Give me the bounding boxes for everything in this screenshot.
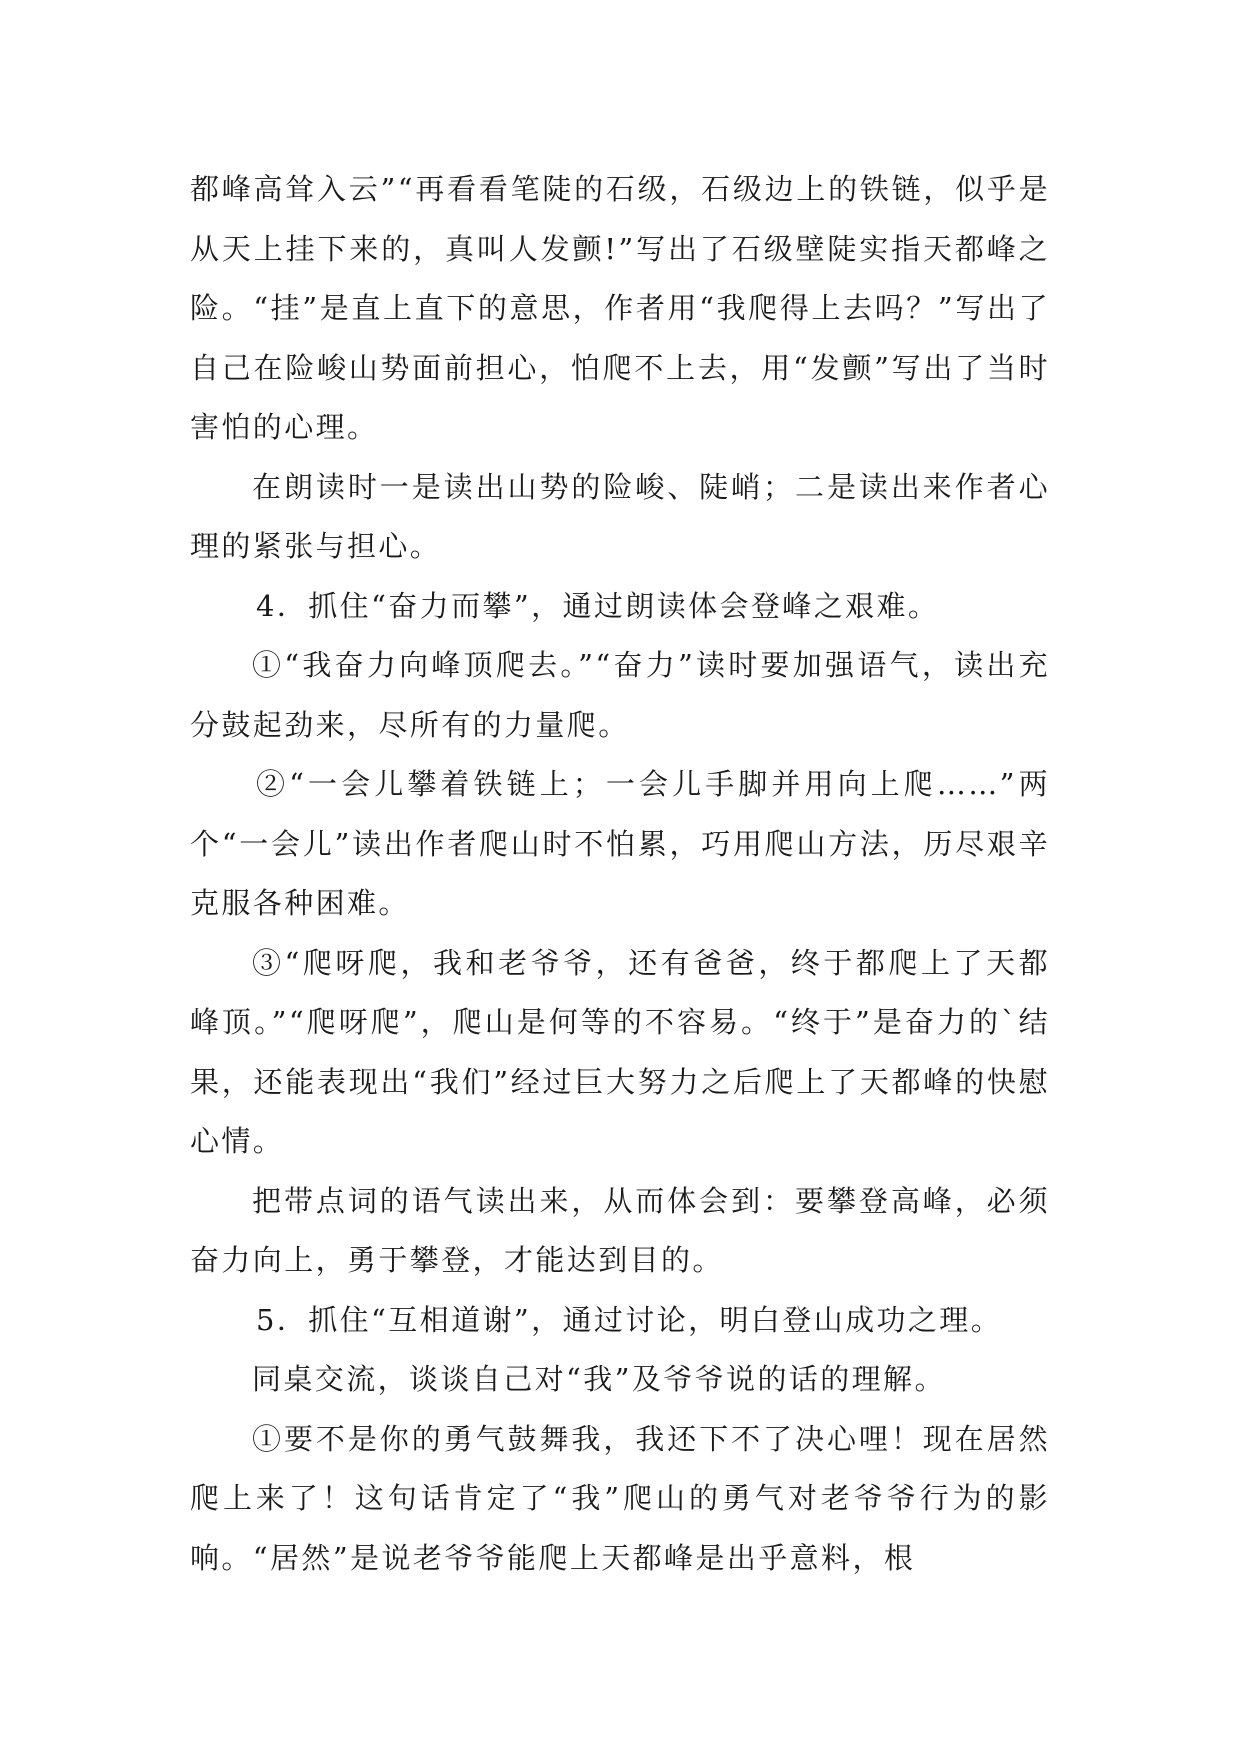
- paragraph-item-1: ①“我奋力向峰顶爬去。”“奋力”读时要加强语气，读出充分鼓起劲来，尽所有的力量爬。: [190, 648, 1050, 742]
- paragraph-section-5-heading: 5．抓住“互相道谢”，通过讨论，明白登山成功之理。: [256, 1302, 1003, 1337]
- paragraph-summary: 把带点词的语气读出来，从而体会到：要攀登高峰，必须奋力向上，勇于攀登，才能达到目的。: [190, 1183, 1050, 1277]
- paragraph-item-2: ②“一会儿攀着铁链上；一会儿手脚并用向上爬……”两个“一会儿”读出作者爬山时不怕累，巧用爬山方法，历尽艰辛克服各种困难。: [190, 767, 1050, 920]
- paragraph-item-3: ③“爬呀爬，我和老爷爷，还有爸爸，终于都爬上了天都峰顶。”“爬呀爬”，爬山是何等的不容易。“终于”是奋力的`结果，还能表现出“我们”经过巨大努力之后爬上了天都峰的快慰心情。: [190, 945, 1050, 1158]
- paragraph-section-4-heading: 4．抓住“奋力而攀”，通过朗读体会登峰之艰难。: [256, 588, 940, 623]
- paragraph-continuation: 都峰高耸入云”“再看看笔陡的石级，石级边上的铁链，似乎是从天上挂下来的，真叫人发颤!”写出了石级壁陡实指天都峰之险。“挂”是直上直下的意思，作者用“我爬得上去吗？”写出了自己在险峻山势面前担心，怕爬不上去，用“发颤”写出了当时害怕的心理。: [190, 172, 1050, 444]
- paragraph-discussion: 同桌交流，谈谈自己对“我”及爷爷说的话的理解。: [252, 1362, 946, 1396]
- paragraph-reading-tips: 在朗读时一是读出山势的险峻、陡峭；二是读出来作者心理的紧张与担心。: [190, 469, 1050, 563]
- document-body: [190, 160, 1050, 1588]
- paragraph-discussion-item-1: ①要不是你的勇气鼓舞我，我还下不了决心哩！现在居然爬上来了！这句话肯定了“我”爬山的勇气对老爷爷行为的影响。“居然”是说老爷爷能爬上天都峰是出乎意料，根: [190, 1421, 1050, 1575]
